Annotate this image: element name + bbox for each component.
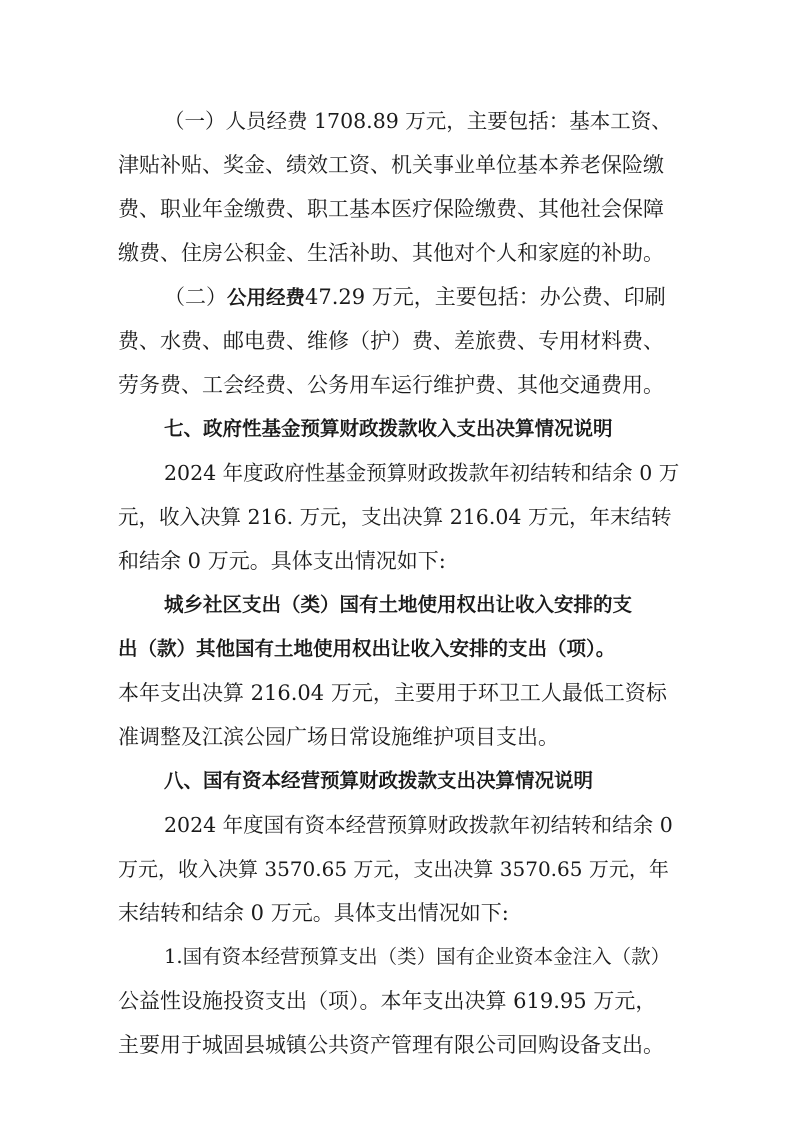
section-7-item-bold-1: 城乡社区支出（类）国有土地使用权出让收入安排的支: [164, 593, 633, 616]
section-7-item-line-1: 本年支出决算 216.04 万元，主要用于环卫工人最低工资标: [118, 681, 667, 705]
personnel-line-1: （一）人员经费 1708.89 万元，主要包括：基本工资、: [164, 109, 672, 133]
section-8-item-line-1: 1.国有资本经营预算支出（类）国有企业资本金注入（款）: [164, 945, 671, 968]
public-first-rest: 47.29 万元，主要包括：办公费、印刷: [305, 285, 666, 309]
section-7-line-1: 2024 年度政府性基金预算财政拨款年初结转和结余 0 万: [164, 461, 680, 485]
public-label: 公用经费: [227, 286, 306, 309]
section-8-item-line-2: 公益性设施投资支出（项）。本年支出决算 619.95 万元，: [118, 989, 657, 1013]
personnel-line-2: 津贴补贴、奖金、绩效工资、机关事业单位基本养老保险缴: [118, 153, 664, 177]
section-8-item-line-3: 主要用于城固县城镇公共资产管理有限公司回购设备支出。: [118, 1033, 664, 1057]
section-8-heading: 八、国有资本经营预算财政拨款支出决算情况说明: [164, 769, 594, 792]
section-7-line-3: 和结余 0 万元。具体支出情况如下:: [118, 549, 446, 573]
section-7-line-2: 元，收入决算 216. 万元，支出决算 216.04 万元，年末结转: [118, 505, 672, 529]
public-line-3: 劳务费、工会经费、公务用车运行维护费、其他交通费用。: [118, 373, 664, 397]
section-8-line-3: 末结转和结余 0 万元。具体支出情况如下:: [118, 901, 509, 925]
personnel-line-3: 费、职业年金缴费、职工基本医疗保险缴费、其他社会保障: [118, 197, 664, 221]
section-7-item-line-2: 准调整及江滨公园广场日常设施维护项目支出。: [118, 725, 559, 749]
section-7-heading: 七、政府性基金预算财政拨款收入支出决算情况说明: [164, 417, 613, 440]
personnel-line-4: 缴费、住房公积金、生活补助、其他对个人和家庭的补助。: [118, 241, 664, 265]
public-line-2: 费、水费、邮电费、维修（护）费、差旅费、专用材料费、: [118, 329, 664, 353]
public-prefix: （二）: [164, 285, 227, 309]
section-7-item-bold-2: 出（款）其他国有土地使用权出让收入安排的支出（项）。: [118, 637, 616, 660]
section-8-line-2: 万元，收入决算 3570.65 万元，支出决算 3570.65 万元，年: [118, 857, 669, 881]
section-8-line-1: 2024 年度国有资本经营预算财政拨款年初结转和结余 0: [164, 813, 673, 837]
public-line-1: [164, 283, 666, 312]
